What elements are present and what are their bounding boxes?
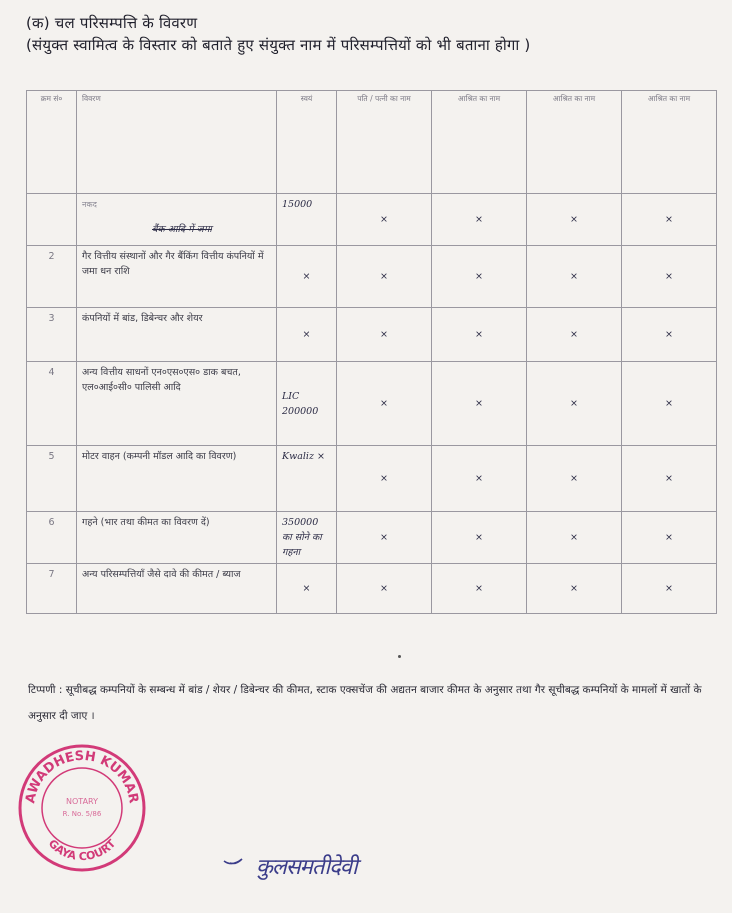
row-dep2-value: × <box>527 246 622 308</box>
row-dep3-value: × <box>622 446 717 512</box>
row-serial: 7 <box>27 564 77 614</box>
table-row <box>27 512 717 564</box>
stray-dot <box>398 655 401 658</box>
row-description: गहने (भार तथा कीमत का विवरण दें) <box>77 512 277 564</box>
row-self-value: 15000 <box>277 194 337 246</box>
header-spouse: पति / पत्नी का नाम <box>337 91 432 194</box>
row-spouse-value: × <box>337 246 432 308</box>
movable-assets-table <box>26 90 717 614</box>
seal-name-text: AWADHESH KUMAR <box>23 748 141 805</box>
notary-seal <box>12 738 152 878</box>
row-serial: 4 <box>27 362 77 446</box>
row-description: गैर वित्तीय संस्थानों और गैर बैंकिंग वित्तीय कंपनियों में जमा धन राशि <box>77 246 277 308</box>
seal-inner-line1: NOTARY <box>66 797 98 806</box>
header-self: स्वयं <box>277 91 337 194</box>
row-self-value: × <box>277 246 337 308</box>
row-dep2-value: × <box>527 512 622 564</box>
heading-subtitle: (संयुक्त स्वामित्व के विस्तार को बताते हुए संयुक्त नाम में परिसम्पत्तियों को भी बताना होगा ) <box>26 36 531 54</box>
row-dep1-value: × <box>432 446 527 512</box>
section-heading <box>26 12 716 56</box>
row-dep3-value: × <box>622 512 717 564</box>
row-description: कंपनियों में बांड, डिबेन्चर और शेयर <box>77 308 277 362</box>
row-dep3-value: × <box>622 564 717 614</box>
table-row <box>27 446 717 512</box>
footnote: टिप्पणी : सूचीबद्ध कम्पनियों के सम्बन्ध में बांड / शेयर / डिबेन्चर की कीमत, स्टाक एक्सचेंज की अद्यतन बाजार कीमत के अनुसार तथा गैर सूचीबद्ध कम्पनियों के मामलों में खातों के अनुसार दी जाए । <box>28 684 702 722</box>
heading-title: (क) चल परिसम्पत्ति के विवरण <box>26 14 198 32</box>
row-description: अन्य परिसम्पत्तियाँ जैसे दावे की कीमत / ब्याज <box>77 564 277 614</box>
row-serial: 2 <box>27 246 77 308</box>
header-description: विवरण <box>77 91 277 194</box>
row-description: अन्य वित्तीय साधनों एन०एस०एस० डाक बचत, एल०आई०सी० पालिसी आदि <box>77 362 277 446</box>
table-row <box>27 194 717 246</box>
row-dep1-value: × <box>432 308 527 362</box>
row-dep1-value: × <box>432 512 527 564</box>
seal-inner-line2: R. No. 5/86 <box>62 810 102 818</box>
row-dep1-value: × <box>432 564 527 614</box>
seal-court-text: GAYA COURT <box>45 836 119 864</box>
row-serial: 6 <box>27 512 77 564</box>
row-serial <box>27 194 77 246</box>
row-dep3-value: × <box>622 362 717 446</box>
signature <box>222 843 382 893</box>
row-description <box>77 194 277 246</box>
row-dep1-value: × <box>432 246 527 308</box>
table-row <box>27 308 717 362</box>
row-dep1-value: × <box>432 194 527 246</box>
row-spouse-value: × <box>337 308 432 362</box>
row-desc-text: नकद <box>82 200 97 209</box>
row-self-value: × <box>277 564 337 614</box>
row-serial: 5 <box>27 446 77 512</box>
row-dep2-value: × <box>527 362 622 446</box>
row-spouse-value: × <box>337 512 432 564</box>
row-dep2-value: × <box>527 308 622 362</box>
row-dep2-value: × <box>527 194 622 246</box>
row-self-value: × <box>277 308 337 362</box>
row-dep2-value: × <box>527 564 622 614</box>
header-serial: क्रम सं० <box>27 91 77 194</box>
table-row <box>27 362 717 446</box>
row-self-value: Kwaliz × <box>277 446 337 512</box>
row-serial: 3 <box>27 308 77 362</box>
header-dependent-3: आश्रित का नाम <box>622 91 717 194</box>
row-dep2-value: × <box>527 446 622 512</box>
row-self-value: LIC 200000 <box>277 362 337 446</box>
row-dep1-value: × <box>432 362 527 446</box>
row-spouse-value: × <box>337 446 432 512</box>
table-row <box>27 246 717 308</box>
row-dep3-value: × <box>622 308 717 362</box>
table-row <box>27 564 717 614</box>
row-desc-struck: बैंक आदि में जमा <box>152 224 212 235</box>
row-self-value: 350000 का सोने का गहना <box>277 512 337 564</box>
table-header-row <box>27 91 717 194</box>
header-dependent-2: आश्रित का नाम <box>527 91 622 194</box>
row-dep3-value: × <box>622 194 717 246</box>
header-dependent-1: आश्रित का नाम <box>432 91 527 194</box>
row-dep3-value: × <box>622 246 717 308</box>
row-spouse-value: × <box>337 194 432 246</box>
row-description: मोटर वाहन (कम्पनी मॉडल आदि का विवरण) <box>77 446 277 512</box>
row-spouse-value: × <box>337 362 432 446</box>
row-spouse-value: × <box>337 564 432 614</box>
signature-text: कुलसमतीदेवी <box>256 855 357 880</box>
